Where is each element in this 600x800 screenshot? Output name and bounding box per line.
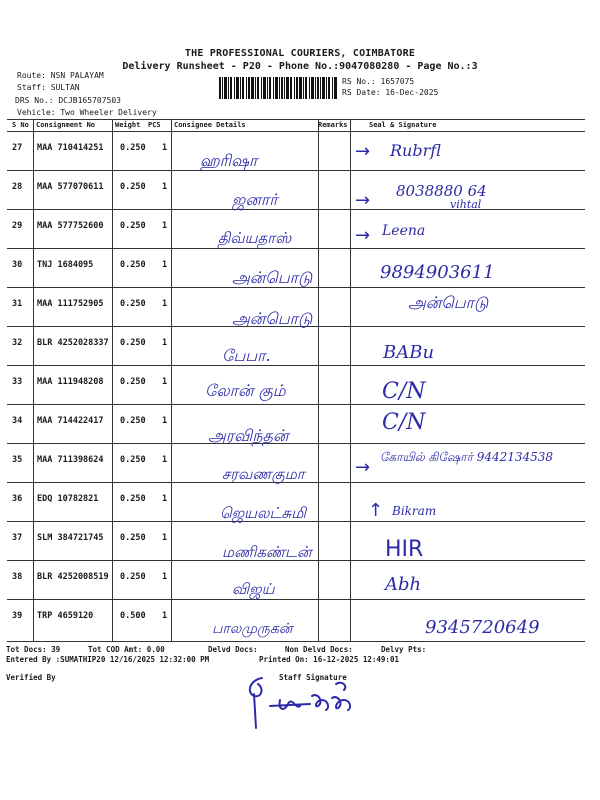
row-sno: 37 — [12, 533, 23, 543]
rs-number: RS No.: 1657075 — [342, 77, 415, 86]
seal-handwriting: C/N — [382, 379, 426, 404]
row-weight: 0.250 — [120, 455, 146, 465]
row-sno: 28 — [12, 182, 23, 192]
row-pcs: 1 — [162, 143, 168, 153]
table-row — [0, 521, 600, 560]
consignee-handwriting: மணிகண்டன் — [222, 543, 312, 561]
drs-number: DRS No.: DCJB165707503 — [15, 96, 121, 105]
printed-on: Printed On: 16-12-2025 12:49:01 — [259, 655, 399, 664]
arrow-mark: → — [355, 190, 371, 211]
row-sno: 27 — [12, 143, 23, 153]
arrow-mark: → — [355, 141, 371, 162]
row-weight: 0.250 — [120, 182, 146, 192]
table-row — [0, 560, 600, 599]
row-pcs: 1 — [162, 338, 168, 348]
row-consignment: BLR 4252028337 — [37, 338, 109, 348]
row-weight: 0.250 — [120, 338, 146, 348]
row-consignment: MAA 577070611 — [37, 182, 104, 192]
row-consignment: SLM 384721745 — [37, 533, 104, 543]
table-row — [0, 326, 600, 365]
col-sno: S No — [12, 121, 29, 129]
table-row — [0, 404, 600, 443]
row-pcs: 1 — [162, 221, 168, 231]
rs-date: RS Date: 16-Dec-2025 — [342, 88, 439, 97]
table-row — [0, 131, 600, 170]
consignee-handwriting: சரவணகுமா — [222, 465, 305, 483]
row-sno: 30 — [12, 260, 23, 270]
row-consignment: MAA 710414251 — [37, 143, 104, 153]
row-consignment: MAA 111948208 — [37, 377, 104, 387]
delivery-points: Delvy Pts: — [381, 645, 427, 654]
row-weight: 0.250 — [120, 221, 146, 231]
row-consignment: MAA 711398624 — [37, 455, 104, 465]
runsheet-subtitle: Delivery Runsheet - P20 - Phone No.:9047080280 - Page No.:3 — [122, 61, 478, 72]
consignee-handwriting: திவ்யதாஸ் — [218, 229, 292, 247]
table-row — [0, 482, 600, 521]
consignee-handwriting: ஜெயலட்சுமி — [220, 504, 306, 522]
col-weight: Weight — [115, 121, 141, 129]
row-sno: 35 — [12, 455, 23, 465]
row-pcs: 1 — [162, 572, 168, 582]
row-pcs: 1 — [162, 494, 168, 504]
row-sno: 36 — [12, 494, 23, 504]
seal-handwriting: 9894903611 — [380, 262, 495, 283]
consignee-handwriting: பாலமுருகன் — [212, 621, 293, 637]
row-pcs: 1 — [162, 611, 168, 621]
row-pcs: 1 — [162, 182, 168, 192]
col-remarks: Remarks — [318, 121, 348, 129]
row-weight: 0.250 — [120, 377, 146, 387]
row-sno: 38 — [12, 572, 23, 582]
row-weight: 0.250 — [120, 299, 146, 309]
row-weight: 0.250 — [120, 494, 146, 504]
entered-by: Entered By :SUMATHIP20 12/16/2025 12:32:00 PM — [6, 655, 210, 664]
row-consignment: TRP 4659120 — [37, 611, 94, 621]
seal-handwriting: Rubrfl — [390, 141, 441, 160]
row-sno: 39 — [12, 611, 23, 621]
row-weight: 0.250 — [120, 533, 146, 543]
consignee-handwriting: அன்பொடு — [232, 268, 313, 287]
staff-signature — [220, 670, 370, 734]
seal-handwriting: Leena — [382, 223, 426, 239]
row-weight: 0.250 — [120, 416, 146, 426]
col-consignment: Consignment No — [36, 121, 96, 129]
consignee-handwriting: ஜனார் — [232, 190, 278, 209]
delivered-docs: Delvd Docs: — [208, 645, 258, 654]
consignee-handwriting: ஹரிஷா — [200, 151, 258, 170]
row-pcs: 1 — [162, 416, 168, 426]
vehicle-label: Vehicle: Two Wheeler Delivery — [17, 108, 157, 117]
table-row — [0, 170, 600, 209]
non-delivered-docs: Non Delvd Docs: — [285, 645, 353, 654]
row-consignment: EDQ 10782821 — [37, 494, 99, 504]
verified-by: Verified By — [6, 673, 56, 682]
seal-handwriting: BABu — [383, 342, 435, 363]
consignee-handwriting: விஜய் — [232, 580, 275, 598]
row-consignment: BLR 4252008519 — [37, 572, 109, 582]
row-consignment: MAA 577752600 — [37, 221, 104, 231]
row-weight: 0.500 — [120, 611, 146, 621]
row-sno: 33 — [12, 377, 23, 387]
table-row — [0, 248, 600, 287]
total-cod-amount: Tot COD Amt: 0.00 — [88, 645, 165, 654]
consignee-handwriting: லோன் கும் — [205, 381, 286, 400]
seal-handwriting: அன்பொடு — [408, 293, 489, 312]
row-consignment: MAA 714422417 — [37, 416, 104, 426]
arrow-mark: → — [355, 225, 371, 246]
row-sno: 31 — [12, 299, 23, 309]
row-sno: 29 — [12, 221, 23, 231]
staff-label: Staff: SULTAN — [17, 83, 80, 92]
table-row — [0, 287, 600, 326]
seal-handwriting-extra: vihtal — [450, 198, 482, 211]
table-row — [0, 365, 600, 404]
consignee-handwriting: அன்பொடு — [232, 309, 313, 328]
table-row — [0, 599, 600, 638]
row-pcs: 1 — [162, 533, 168, 543]
row-weight: 0.250 — [120, 572, 146, 582]
arrow-mark: → — [355, 457, 371, 478]
arrow-mark: ↑ — [368, 500, 384, 521]
route-label: Route: NSN PALAYAM — [17, 71, 104, 80]
table-row — [0, 209, 600, 248]
row-consignment: TNJ 1684095 — [37, 260, 94, 270]
seal-handwriting: 9345720649 — [425, 617, 540, 638]
total-docs: Tot Docs: 39 — [6, 645, 61, 654]
seal-handwriting: கோயில் கிஷோர் 9442134538 — [380, 450, 554, 464]
seal-handwriting: C/N — [382, 410, 426, 435]
company-title: THE PROFESSIONAL COURIERS, COIMBATORE — [184, 48, 416, 59]
row-pcs: 1 — [162, 455, 168, 465]
seal-handwriting: Bikram — [392, 504, 437, 518]
row-weight: 0.250 — [120, 260, 146, 270]
seal-handwriting: HIR — [385, 537, 424, 562]
seal-handwriting: Abh — [385, 574, 422, 595]
seal-handwriting: 8038880 64 — [396, 182, 487, 200]
staff-signature-label: Staff Signature — [279, 673, 347, 682]
row-pcs: 1 — [162, 260, 168, 270]
col-pcs: PCS — [148, 121, 161, 129]
row-pcs: 1 — [162, 299, 168, 309]
row-sno: 32 — [12, 338, 23, 348]
col-consignee: Consignee Details — [174, 121, 246, 129]
row-consignment: MAA 111752905 — [37, 299, 104, 309]
row-pcs: 1 — [162, 377, 168, 387]
col-seal-signature: Seal & Signature — [369, 121, 437, 129]
row-weight: 0.250 — [120, 143, 146, 153]
consignee-handwriting: அரவிந்தன் — [208, 426, 289, 445]
table-row — [0, 443, 600, 482]
row-sno: 34 — [12, 416, 23, 426]
consignee-handwriting: பேபா. — [222, 346, 271, 365]
